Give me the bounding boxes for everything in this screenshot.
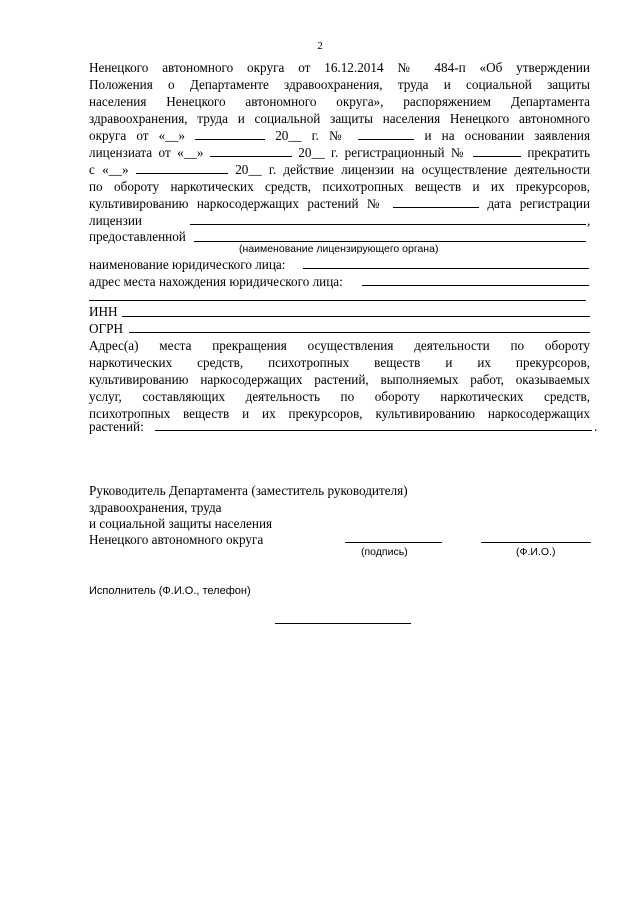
para1-line6: лицензиата от «__» 20__ г. регистрационный № прекратить [89, 145, 590, 160]
executor-blank[interactable] [275, 623, 411, 624]
executor-label: Исполнитель (Ф.И.О., телефон) [89, 585, 251, 597]
legal-address-blank[interactable] [362, 285, 589, 286]
ogrn-label: ОГРН [89, 321, 124, 336]
registration-number-blank[interactable] [473, 145, 521, 157]
page-number: 2 [317, 40, 323, 52]
para1-line5: округа от «__» 20__ г. № и на основании заявления [89, 128, 590, 143]
signature-line4: Ненецкого автономного округа [89, 532, 264, 547]
para1-line2: Положения о Департаменте здравоохранения, труда и социальной защиты [89, 77, 590, 92]
termination-date-blank[interactable] [136, 162, 228, 174]
para1-line4: здравоохранения, труда и социальной защиты населения Ненецкого автономного [89, 111, 590, 126]
licensing-body-caption: (наименование лицензирующего органа) [239, 243, 439, 255]
signature-caption: (подпись) [361, 546, 408, 558]
provided-label: предоставленной [89, 229, 186, 244]
signature-blank[interactable] [345, 542, 442, 543]
ogrn-blank[interactable] [129, 332, 590, 333]
name-caption: (Ф.И.О.) [516, 546, 556, 558]
para1-line9: культивированию наркосодержащих растений № дата регистрации [89, 196, 590, 211]
para2-line5: психотропных веществ и их прекурсоров, культивированию наркосодержащих [89, 406, 590, 421]
para1-line7: с «__» 20__ г. действие лицензии на осуществление деятельности [89, 162, 590, 177]
license-number-blank[interactable] [393, 196, 479, 208]
para2-line3: культивированию наркосодержащих растений, выполняемых работ, оказываемых [89, 372, 590, 387]
plants-label: растений: [89, 419, 144, 434]
signature-line2: здравоохранения, труда [89, 500, 222, 515]
legal-address-label: адрес места нахождения юридического лица: [89, 274, 343, 289]
order-date-blank[interactable] [195, 128, 265, 140]
para2-line4: услуг, составляющих деятельность по обороту наркотических средств, [89, 389, 590, 404]
legal-entity-name-blank[interactable] [303, 268, 589, 269]
inn-label: ИНН [89, 304, 118, 319]
period: . [594, 419, 598, 434]
inn-blank[interactable] [122, 316, 590, 317]
addresses-blank[interactable] [155, 430, 592, 431]
licensing-body-blank[interactable] [194, 241, 586, 242]
license-label: лицензии [89, 213, 142, 228]
para1-line8: по обороту наркотических средств, психотропных веществ и их прекурсоров, [89, 179, 590, 194]
para1-line1: Ненецкого автономного округа от 16.12.2014 № 484-п «Об утверждении [89, 60, 590, 75]
legal-address-blank-2[interactable] [89, 300, 586, 301]
signature-line1: Руководитель Департамента (заместитель руководителя) [89, 483, 408, 498]
signature-line3: и социальной защиты населения [89, 516, 273, 531]
order-number-blank[interactable] [358, 128, 414, 140]
para2-line1: Адрес(а) места прекращения осуществления деятельности по обороту [89, 338, 590, 353]
license-registration-date-blank[interactable] [190, 224, 586, 225]
para2-line2: наркотических средств, психотропных веществ и их прекурсоров, [89, 355, 590, 370]
legal-entity-name-label: наименование юридического лица: [89, 257, 286, 272]
application-date-blank[interactable] [210, 145, 292, 157]
name-blank[interactable] [481, 542, 591, 543]
comma: , [587, 213, 591, 228]
para1-line3: населения Ненецкого автономного округа», распоряжением Департамента [89, 94, 590, 109]
